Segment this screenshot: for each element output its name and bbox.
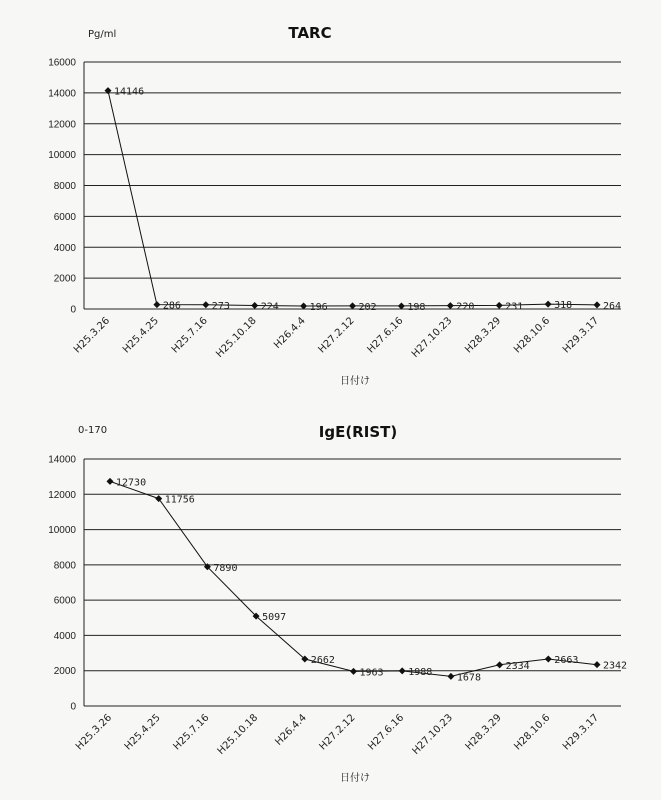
data-label: 220 <box>456 301 475 313</box>
data-point-marker <box>349 302 356 309</box>
x-tick-label: H27.6.16 <box>366 712 407 753</box>
data-label: 273 <box>211 300 230 312</box>
x-axis-label: 日付け <box>340 376 370 387</box>
data-point-marker <box>153 301 160 308</box>
data-label: 2662 <box>310 655 335 667</box>
y-tick-label: 14000 <box>48 88 76 100</box>
data-point-marker <box>496 302 503 309</box>
x-axis-label: 日付け <box>340 773 370 784</box>
data-point-marker <box>594 301 601 308</box>
chart-title: IgE(RIST) <box>318 423 398 441</box>
y-tick-label: 2000 <box>53 273 76 285</box>
x-tick-label: H27.2.12 <box>317 712 358 753</box>
data-label: 1988 <box>408 666 433 678</box>
data-point-marker <box>496 661 503 668</box>
data-point-marker <box>350 668 357 675</box>
data-point-marker <box>447 302 454 309</box>
data-point-marker <box>107 478 114 485</box>
data-point-marker <box>399 667 406 674</box>
x-tick-label: H29.3.17 <box>561 315 602 356</box>
data-point-marker <box>398 302 405 309</box>
x-tick-label: H25.10.18 <box>215 712 261 757</box>
x-tick-label: H26.4.4 <box>272 315 308 351</box>
x-tick-label: H27.6.16 <box>365 315 406 356</box>
x-tick-label: H25.7.16 <box>169 315 210 356</box>
x-tick-label: H28.10.6 <box>512 712 553 753</box>
chart-title: TARC <box>288 24 332 42</box>
tarc-chart <box>48 24 621 387</box>
y-tick-label: 0 <box>70 304 76 316</box>
y-tick-label: 10000 <box>48 150 76 162</box>
data-label: 196 <box>309 301 328 313</box>
x-tick-label: H28.10.6 <box>512 315 553 356</box>
y-tick-label: 8000 <box>53 181 76 192</box>
y-tick-label: 10000 <box>48 525 76 537</box>
x-tick-label: H25.3.26 <box>74 712 115 753</box>
data-label: 2334 <box>505 660 530 672</box>
x-tick-label: H25.4.25 <box>122 712 163 753</box>
y-tick-label: 14000 <box>48 454 76 466</box>
unit-label: Pg/ml <box>88 29 117 40</box>
data-point-marker <box>545 656 552 663</box>
data-label: 231 <box>505 301 524 313</box>
data-label: 198 <box>407 301 426 313</box>
x-tick-label: H28.3.29 <box>463 712 504 753</box>
data-label: 1963 <box>359 667 384 679</box>
data-label: 14146 <box>114 86 145 98</box>
y-tick-label: 6000 <box>53 211 76 223</box>
x-tick-label: H25.10.18 <box>214 315 259 360</box>
unit-label: 0-170 <box>78 425 108 436</box>
x-tick-label: H25.3.26 <box>72 315 113 356</box>
ige-rist-chart <box>48 423 627 784</box>
x-tick-label: H27.10.23 <box>409 315 455 360</box>
data-label: 318 <box>554 300 573 312</box>
data-point-marker <box>447 673 454 680</box>
y-tick-label: 6000 <box>53 595 76 607</box>
y-tick-label: 0 <box>70 701 76 713</box>
x-tick-label: H27.10.23 <box>410 712 456 757</box>
x-tick-label: H26.4.4 <box>273 712 309 748</box>
data-label: 1678 <box>456 672 481 684</box>
data-point-marker <box>545 301 552 308</box>
data-label: 5097 <box>262 612 287 624</box>
data-point-marker <box>594 661 601 668</box>
data-point-marker <box>202 301 209 308</box>
data-point-marker <box>155 495 162 502</box>
y-tick-label: 12000 <box>48 489 76 501</box>
x-tick-label: H29.3.17 <box>561 712 602 753</box>
x-tick-label: H25.7.16 <box>171 712 212 753</box>
data-label: 286 <box>162 300 181 312</box>
y-tick-label: 4000 <box>53 630 76 642</box>
y-tick-label: 12000 <box>48 119 76 131</box>
data-label: 11756 <box>164 494 195 506</box>
data-point-marker <box>251 302 258 309</box>
y-tick-label: 16000 <box>48 57 76 69</box>
data-label: 2342 <box>603 660 628 672</box>
x-tick-label: H27.2.12 <box>316 315 357 356</box>
data-label: 202 <box>358 301 377 313</box>
data-label: 7890 <box>213 562 238 574</box>
y-tick-label: 8000 <box>53 560 76 572</box>
data-point-marker <box>300 302 307 309</box>
series-line <box>108 91 597 306</box>
x-tick-label: H25.4.25 <box>120 315 162 356</box>
x-tick-label: H28.3.29 <box>463 315 504 356</box>
data-label: 12730 <box>116 477 147 489</box>
y-tick-label: 2000 <box>53 666 76 678</box>
y-tick-label: 4000 <box>53 242 76 254</box>
data-label: 2663 <box>554 655 579 667</box>
data-label: 224 <box>260 301 279 313</box>
data-label: 264 <box>603 300 622 312</box>
